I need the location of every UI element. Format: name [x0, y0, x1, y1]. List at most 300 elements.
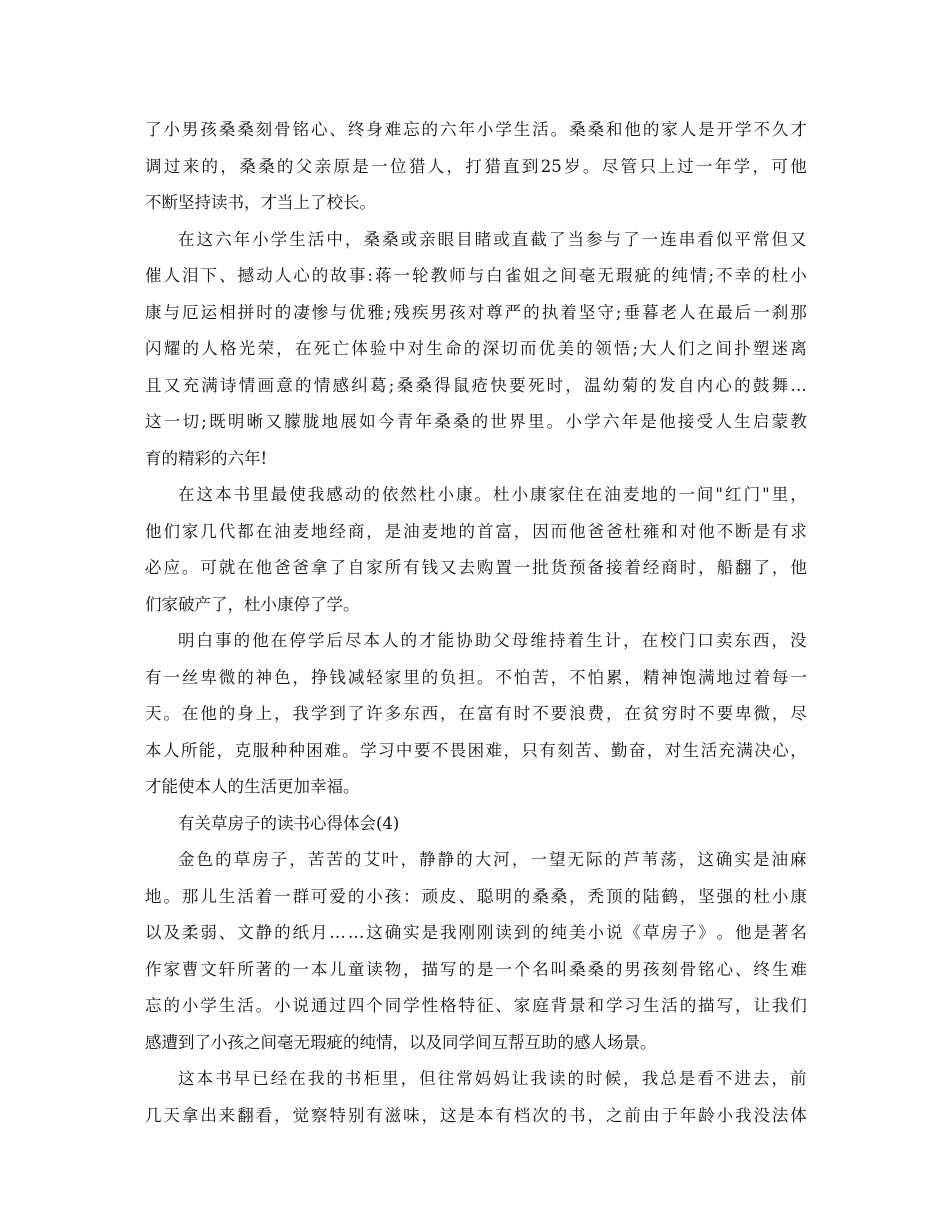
- text-glyph: 又: [440, 558, 457, 577]
- text-glyph: 生: [289, 229, 306, 249]
- text-glyph: 的: [218, 704, 236, 723]
- text-glyph: 是: [752, 850, 770, 869]
- text-glyph: 是: [698, 120, 715, 139]
- text-glyph: 他: [790, 156, 807, 176]
- text-line: [145, 1025, 807, 1062]
- text-line: [145, 623, 807, 660]
- text-glyph: 麦: [622, 485, 640, 504]
- text-glyph: 都: [237, 521, 254, 541]
- text-glyph: 苇: [641, 850, 659, 869]
- text-glyph: 们: [677, 339, 695, 358]
- text-glyph: 、: [593, 740, 610, 760]
- text-glyph: 秃: [587, 886, 604, 906]
- text-glyph: ;: [388, 375, 395, 395]
- text-glyph: 在: [181, 704, 199, 723]
- text-glyph: 命: [445, 339, 462, 358]
- text-glyph: 姐: [523, 266, 540, 285]
- text-glyph: 发: [659, 375, 676, 395]
- text-glyph: 妈: [493, 1069, 510, 1088]
- text-line: [145, 441, 807, 478]
- text-glyph: 在: [178, 485, 195, 504]
- text-glyph: 铭: [292, 120, 309, 139]
- text-glyph: 尽: [790, 704, 807, 723]
- text-glyph: 不: [532, 704, 549, 723]
- text-glyph: 特: [458, 996, 475, 1015]
- text-glyph: 是: [458, 1105, 475, 1125]
- text-glyph: 而: [520, 339, 537, 358]
- text-glyph: 我: [440, 923, 457, 942]
- text-glyph: 年: [714, 156, 732, 176]
- text-glyph: 确: [715, 850, 733, 869]
- text-glyph: 身: [237, 704, 254, 723]
- text-glyph: 预: [569, 558, 586, 577]
- text-glyph: 只: [521, 740, 538, 760]
- text-glyph: 来: [218, 1105, 236, 1125]
- text-glyph: 得: [434, 375, 451, 395]
- text-glyph: 杜: [771, 266, 789, 285]
- text-line: [145, 477, 807, 514]
- text-glyph: 协: [456, 631, 473, 650]
- text-glyph: 受: [696, 412, 714, 431]
- text-glyph: 爸: [605, 521, 623, 541]
- text-glyph: 费: [587, 704, 604, 723]
- text-line-content: 们家破产了，杜小康停了学。: [145, 594, 360, 614]
- text-glyph: 又: [163, 375, 181, 395]
- text-glyph: 杜: [418, 485, 436, 504]
- text-glyph: 背: [550, 996, 568, 1015]
- text-glyph: 学: [605, 996, 623, 1015]
- text-glyph: 毫: [578, 266, 596, 285]
- text-glyph: 明: [227, 412, 245, 431]
- text-glyph: 的: [400, 631, 418, 650]
- text-glyph: 康: [145, 302, 162, 322]
- text-glyph: 减: [347, 667, 365, 687]
- text-glyph: 的: [347, 886, 365, 906]
- text-glyph: 叫: [550, 959, 568, 979]
- text-glyph: 忘: [145, 996, 162, 1015]
- text-glyph: 睹: [474, 229, 492, 249]
- text-glyph: 地: [321, 412, 339, 431]
- text-glyph: ;: [708, 266, 715, 285]
- text-glyph: 勤: [610, 740, 628, 760]
- text-glyph: ，: [503, 740, 520, 760]
- text-glyph: 情: [690, 266, 707, 285]
- text-glyph: 我: [307, 1069, 325, 1088]
- text-glyph: 有: [145, 667, 162, 687]
- text-glyph: 爸: [587, 521, 604, 541]
- text-glyph: 无: [597, 266, 614, 285]
- text-glyph: 拿: [310, 558, 328, 577]
- text-glyph: 前: [624, 1105, 641, 1125]
- text-glyph: 学: [307, 631, 325, 650]
- text-glyph: 的: [274, 959, 291, 979]
- text-glyph: 门: [743, 485, 761, 504]
- text-glyph: 描: [698, 996, 715, 1015]
- text-glyph: 的: [567, 1069, 584, 1088]
- text-glyph: 的: [624, 886, 641, 906]
- text-glyph: 一: [790, 667, 807, 687]
- text-glyph: 说: [605, 923, 623, 942]
- text-glyph: 书: [569, 1105, 586, 1125]
- text-glyph: 曹: [181, 959, 199, 979]
- text-glyph: 孩: [200, 120, 217, 139]
- text-glyph: 人: [382, 631, 399, 650]
- text-glyph: 活: [532, 120, 549, 139]
- text-glyph: 望: [548, 850, 566, 869]
- text-glyph: 穷: [661, 704, 678, 723]
- text-glyph: 刻: [557, 740, 574, 760]
- text-glyph: 个: [513, 959, 531, 979]
- text-glyph: 里: [527, 412, 545, 431]
- body-text: [145, 112, 807, 1134]
- text-glyph: 心: [293, 266, 310, 285]
- text-glyph: 困: [467, 740, 485, 760]
- text-glyph: 苦: [307, 850, 325, 869]
- text-glyph: 岁: [564, 156, 581, 176]
- text-glyph: 耀: [163, 339, 181, 358]
- text-glyph: 说: [292, 996, 309, 1015]
- text-glyph: 麦: [292, 521, 309, 541]
- text-glyph: 切: [501, 339, 518, 358]
- text-glyph: 在: [178, 229, 195, 249]
- text-glyph: 本: [215, 485, 232, 504]
- text-glyph: 柔: [181, 923, 199, 942]
- text-glyph: 代: [218, 521, 236, 541]
- text-line-content: 育的精彩的六年!: [145, 448, 268, 468]
- text-glyph: 心: [310, 120, 328, 139]
- text-glyph: 垂: [623, 302, 640, 322]
- text-glyph: 相: [219, 302, 236, 322]
- text-glyph: 东: [734, 631, 751, 650]
- text-glyph: 担: [458, 667, 475, 687]
- text-glyph: 年: [233, 229, 251, 249]
- text-glyph: 作: [145, 959, 162, 979]
- text-glyph: ，: [752, 156, 769, 176]
- text-glyph: 尽: [601, 156, 619, 176]
- text-glyph: 可: [771, 156, 788, 176]
- text-glyph: 味: [403, 1105, 420, 1125]
- text-glyph: 蒙: [771, 412, 789, 431]
- text-glyph: 学: [584, 412, 601, 431]
- text-glyph: 桑: [415, 375, 432, 395]
- text-glyph: 轩: [218, 959, 236, 979]
- text-glyph: 纸: [292, 923, 309, 942]
- text-glyph: 年: [415, 412, 432, 431]
- text-glyph: 人: [201, 339, 218, 358]
- text-glyph: 桑: [569, 959, 586, 979]
- text-line-content: 不断坚持读书，才当上了校长。: [145, 193, 376, 212]
- text-glyph: 的: [326, 1069, 343, 1088]
- text-glyph: 学: [270, 229, 288, 249]
- text-glyph: ，: [605, 704, 623, 723]
- text-glyph: 。: [342, 740, 359, 760]
- text-glyph: 参: [586, 229, 603, 249]
- text-glyph: 荡: [660, 850, 677, 869]
- text-glyph: 叶: [382, 850, 399, 869]
- text-glyph: 苦: [532, 667, 549, 687]
- text-glyph: 着: [255, 886, 273, 906]
- text-glyph: 尽: [344, 631, 362, 650]
- text-glyph: 商: [347, 521, 365, 541]
- text-glyph: 情: [313, 375, 331, 395]
- text-glyph: 验: [370, 339, 387, 358]
- text-glyph: 画: [257, 375, 274, 395]
- text-glyph: 小: [252, 229, 269, 249]
- text-glyph: 他: [624, 120, 641, 139]
- text-glyph: 蒋: [374, 266, 392, 285]
- text-glyph: 与: [604, 229, 622, 249]
- text-glyph: 桑: [363, 229, 380, 249]
- text-glyph: 杜: [493, 485, 510, 504]
- text-glyph: 学: [360, 740, 377, 760]
- text-glyph: 描: [421, 959, 439, 979]
- text-line: [145, 222, 807, 259]
- text-glyph: 在: [270, 631, 288, 650]
- text-glyph: 、: [458, 886, 475, 906]
- text-glyph: 塑: [752, 339, 770, 358]
- text-glyph: 满: [736, 740, 753, 760]
- text-glyph: ;: [615, 302, 622, 322]
- text-glyph: 或: [493, 229, 510, 249]
- text-glyph: 是: [753, 923, 770, 942]
- text-glyph: 里: [771, 485, 789, 504]
- text-glyph: 生: [513, 120, 531, 139]
- text-glyph: 故: [330, 266, 347, 285]
- text-glyph: ，: [220, 156, 237, 176]
- text-glyph: 要: [413, 740, 431, 760]
- text-line-content: 才能使本人的生活更加幸福。: [145, 777, 360, 796]
- text-glyph: ;: [632, 339, 639, 358]
- text-glyph: 与: [330, 302, 347, 322]
- text-glyph: 儿: [329, 959, 346, 979]
- text-glyph: 富: [495, 521, 512, 541]
- text-glyph: 一: [274, 886, 291, 906]
- text-glyph: 累: [605, 667, 623, 687]
- text-glyph: 种: [270, 740, 287, 760]
- text-glyph: 残: [393, 302, 410, 322]
- text-line: [145, 112, 807, 149]
- text-glyph: 康: [530, 485, 547, 504]
- text-glyph: 家: [163, 959, 180, 979]
- text-glyph: 神: [255, 667, 273, 687]
- text-glyph: 久: [771, 120, 789, 139]
- text-glyph: 且: [145, 375, 162, 395]
- text-glyph: 货: [550, 558, 568, 577]
- text-glyph: 连: [660, 229, 677, 249]
- text-glyph: 购: [476, 558, 494, 577]
- text-glyph: 里: [382, 1069, 399, 1088]
- text-glyph: 个: [366, 996, 383, 1015]
- text-glyph: 家: [548, 485, 566, 504]
- text-glyph: 所: [384, 558, 402, 577]
- text-glyph: 西: [421, 704, 439, 723]
- text-glyph: 人: [679, 302, 696, 322]
- text-glyph: 教: [430, 266, 448, 285]
- text-glyph: 地: [145, 886, 162, 906]
- text-glyph: 生: [426, 339, 443, 358]
- text-glyph: 我: [641, 1069, 659, 1088]
- text-glyph: 置: [495, 558, 512, 577]
- text-glyph: 死: [527, 375, 545, 395]
- text-glyph: 那: [790, 302, 807, 322]
- text-glyph: 的: [652, 266, 670, 285]
- text-glyph: 白: [486, 266, 503, 285]
- text-glyph: 对: [664, 740, 682, 760]
- text-glyph: 饱: [679, 667, 697, 687]
- text-glyph: 一: [163, 412, 181, 431]
- text-glyph: 的: [679, 996, 697, 1015]
- text-glyph: 他: [735, 923, 752, 942]
- text-glyph: ，: [646, 740, 664, 760]
- text-glyph: 轻: [366, 667, 383, 687]
- text-glyph: 了: [623, 229, 640, 249]
- text-glyph: 男: [430, 302, 448, 322]
- text-glyph: 的: [642, 120, 660, 139]
- text-glyph: 出: [200, 1105, 217, 1125]
- text-glyph: 微: [218, 667, 236, 687]
- text-glyph: 学: [403, 996, 420, 1015]
- text-glyph: 葛: [370, 375, 387, 395]
- text-glyph: 油: [403, 521, 420, 541]
- text-glyph: ，: [623, 631, 640, 650]
- text-glyph: 法: [771, 1105, 789, 1125]
- text-glyph: 充: [182, 375, 199, 395]
- text-glyph: 的: [311, 266, 329, 285]
- text-glyph: 草: [642, 923, 660, 942]
- text-glyph: 要: [509, 375, 526, 395]
- text-glyph: 直: [503, 156, 520, 176]
- text-glyph: 诗: [220, 375, 237, 395]
- text-glyph: 时: [679, 558, 697, 577]
- text-glyph: 无: [567, 850, 584, 869]
- text-glyph: 催: [145, 266, 162, 285]
- text-glyph: ，: [790, 740, 807, 760]
- text-glyph: 门: [678, 631, 696, 650]
- text-glyph: 别: [347, 1105, 365, 1125]
- text-glyph: 读: [495, 923, 512, 942]
- text-glyph: ，: [344, 229, 362, 249]
- text-glyph: 进: [734, 1069, 751, 1088]
- text-glyph: 麻: [790, 850, 807, 869]
- text-line: [145, 879, 807, 916]
- text-glyph: 刻: [661, 959, 678, 979]
- text-glyph: 东: [403, 704, 420, 723]
- text-glyph: 钱: [329, 667, 346, 687]
- text-glyph: 微: [753, 704, 770, 723]
- text-glyph: 档: [513, 1105, 531, 1125]
- text-glyph: 疮: [471, 375, 489, 395]
- text-glyph: 他: [569, 521, 586, 541]
- text-glyph: 翻: [735, 558, 752, 577]
- text-glyph: 刚: [458, 923, 475, 942]
- text-glyph: 草: [233, 850, 251, 869]
- text-glyph: 目: [456, 229, 473, 249]
- text-glyph: ": [715, 485, 723, 504]
- text-glyph: 今: [377, 412, 395, 431]
- text-glyph: 苦: [575, 740, 592, 760]
- text-glyph: 的: [513, 886, 531, 906]
- text-glyph: 是: [678, 1069, 696, 1088]
- text-glyph: 终: [347, 120, 365, 139]
- text-glyph: 所: [237, 959, 254, 979]
- text-glyph: 闪: [145, 339, 162, 358]
- text-glyph: 泪: [182, 266, 199, 285]
- text-glyph: 白: [196, 631, 214, 650]
- text-glyph: 钱: [421, 558, 439, 577]
- text-glyph: 挣: [310, 667, 328, 687]
- text-glyph: 的: [458, 959, 475, 979]
- text-glyph: 平: [734, 229, 751, 249]
- text-glyph: ，: [624, 667, 641, 687]
- text-glyph: 大: [640, 339, 657, 358]
- text-glyph: 是: [384, 521, 402, 541]
- text-glyph: 油: [274, 521, 291, 541]
- text-glyph: 拼: [237, 302, 255, 322]
- text-glyph: ，: [623, 1069, 640, 1088]
- text-glyph: ，: [366, 521, 383, 541]
- text-glyph: 次: [532, 1105, 549, 1125]
- text-glyph: 明: [495, 886, 512, 906]
- text-glyph: 他: [698, 521, 715, 541]
- text-glyph: 对: [407, 339, 424, 358]
- text-glyph: 滋: [384, 1105, 402, 1125]
- text-glyph: 助: [474, 631, 492, 650]
- text-glyph: 每: [771, 667, 789, 687]
- text-glyph: 生: [218, 996, 236, 1015]
- text-glyph: 已: [252, 1069, 269, 1088]
- text-glyph: 的: [201, 156, 219, 176]
- text-glyph: 没: [753, 1105, 770, 1125]
- text-glyph: 常: [752, 229, 770, 249]
- text-line: [145, 587, 807, 624]
- text-glyph: 悟: [613, 339, 631, 358]
- text-glyph: 的: [753, 266, 770, 285]
- text-glyph: 实: [734, 850, 751, 869]
- text-glyph: 下: [200, 266, 218, 285]
- text-glyph: 这: [196, 229, 214, 249]
- text-glyph: ，: [511, 850, 529, 869]
- text-glyph: 领: [595, 339, 612, 358]
- text-glyph: 身: [366, 120, 383, 139]
- text-glyph: 只: [639, 156, 656, 176]
- text-glyph: 是: [753, 521, 770, 541]
- text-glyph: 动: [344, 485, 362, 504]
- text-glyph: 的: [182, 339, 199, 358]
- text-glyph: 不: [715, 1069, 733, 1088]
- text-glyph: 名: [532, 959, 549, 979]
- text-glyph: 在: [585, 485, 603, 504]
- text-glyph: 惨: [311, 302, 329, 322]
- text-line: [145, 550, 807, 587]
- text-glyph: 活: [700, 740, 718, 760]
- text-glyph: 是: [352, 156, 369, 176]
- text-glyph: 的: [295, 375, 312, 395]
- text-glyph: 小: [565, 412, 582, 431]
- text-glyph: 的: [163, 996, 180, 1015]
- text-glyph: 桑: [218, 120, 236, 139]
- text-glyph: 不: [698, 704, 715, 723]
- text-glyph: 有: [771, 521, 789, 541]
- text-glyph: 在: [289, 1069, 306, 1088]
- text-glyph: 瑕: [615, 266, 633, 285]
- text-glyph: 在: [458, 704, 475, 723]
- text-glyph: 最: [270, 485, 288, 504]
- text-glyph: 怕: [587, 667, 604, 687]
- text-glyph: 景: [569, 996, 586, 1015]
- text-glyph: 往: [437, 1069, 455, 1088]
- text-glyph: 如: [359, 412, 376, 431]
- text-line: [145, 368, 807, 405]
